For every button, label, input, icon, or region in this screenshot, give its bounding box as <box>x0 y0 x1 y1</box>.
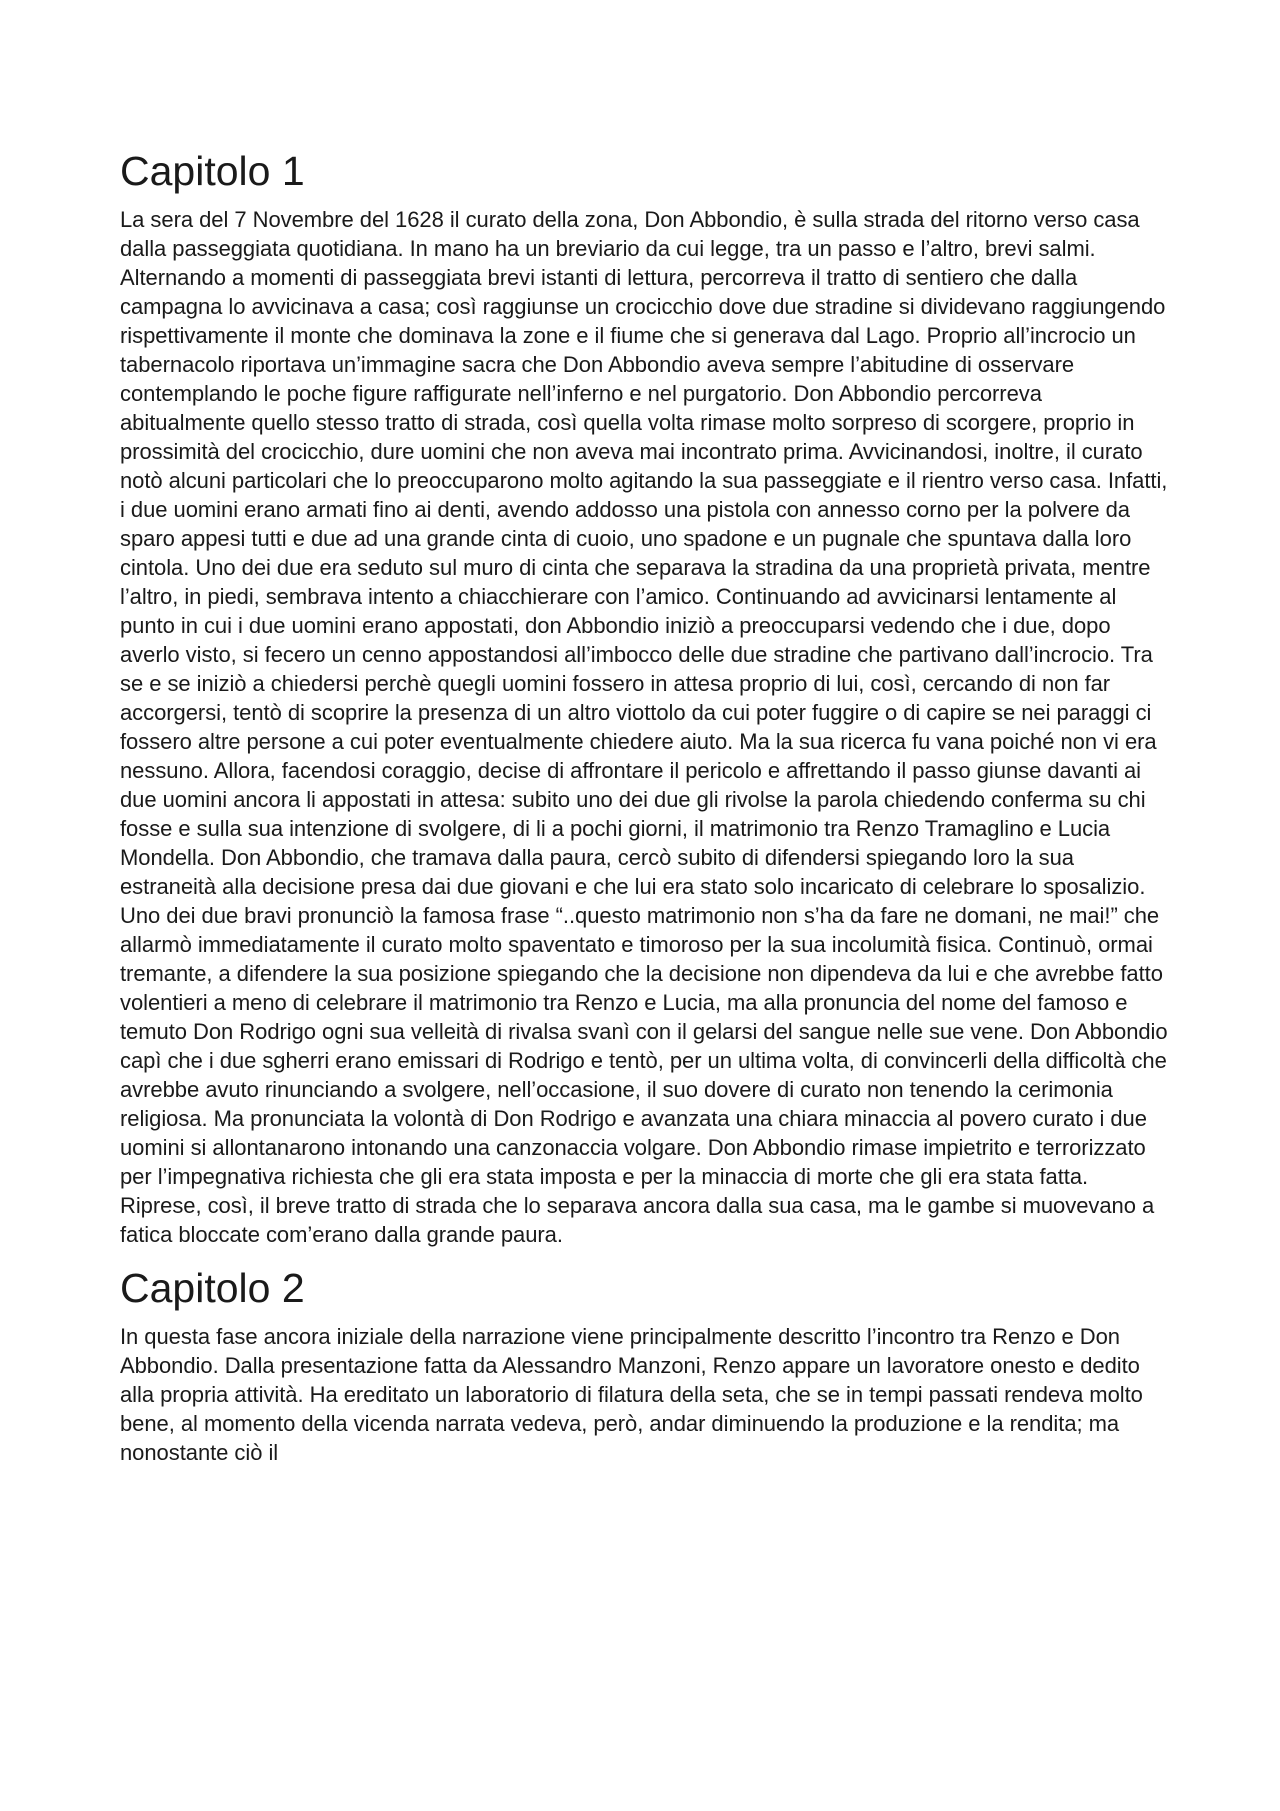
chapter-1-title: Capitolo 1 <box>120 148 305 194</box>
chapter-1-paragraph: La sera del 7 Novembre del 1628 il curato della zona, Don Abbondio, è sulla strada del ritorno verso casa dalla passeggiata quotidiana. In mano ha un breviario da cui legge, tra un passo e l’altro, brevi salmi. Alternando a momenti di passeggiata brevi istanti di lettura, percorreva il tratto di sentiero che dalla campagna lo avvicinava a casa; così raggiunse un crocicchio dove due stradine si dividevano raggiungendo rispettivamente il monte che dominava la zone e il fiume che si generava dal Lago. Proprio all’incrocio un tabernacolo riportava un’immagine sacra che Don Abbondio aveva sempre l’abitudine di osservare contemplando le poche figure raffigurate nell’inferno e nel purgatorio. Don Abbondio percorreva abitualmente quello stesso tratto di strada, così quella volta rimase molto sorpreso di scorgere, proprio in prossimità del crocicchio, dure uomini che non aveva mai incontrato prima. Avvicinandosi, inoltre, il curato notò alcuni particolari che lo preoccuparono molto agitando la sua passeggiate e il rientro verso casa. Infatti, i due uomini erano armati fino ai denti, avendo addosso una pistola con annesso corno per la polvere da sparo appesi tutti e due ad una grande cinta di cuoio, uno spadone e un pugnale che spuntava dalla loro cintola. Uno dei due era seduto sul muro di cinta che separava la stradina da una proprietà privata, mentre l’altro, in piedi, sembrava intento a chiacchierare con l’amico. Continuando ad avvicinarsi lentamente al punto in cui i due uomini erano appostati, don Abbondio iniziò a preoccuparsi vedendo che i due, dopo averlo visto, si fecero un cenno appostandosi all’imbocco delle due stradine che partivano dall’incrocio. Tra se e se iniziò a chiedersi perchè quegli uomini fossero in attesa proprio di lui, così, cercando di non far accorgersi, tentò di scoprire la presenza di un altro viottolo da cui poter fuggire o di capire se nei paraggi ci fossero altre persone a cui poter eventualmente chiedere aiuto. Ma la sua ricerca fu vana poiché non vi era nessuno. Allora, facendosi coraggio, decise di affrontare il pericolo e affrettando il passo giunse davanti ai due uomini ancora li appostati in attesa: subito uno dei due gli rivolse la parola chiedendo conferma su chi fosse e sulla sua intenzione di svolgere, di li a pochi giorni, il matrimonio tra Renzo Tramaglino e Lucia Mondella. Don Abbondio, che tramava dalla paura, cercò subito di difendersi spiegando loro la sua estraneità alla decisione presa dai due giovani e che lui era stato solo incaricato di celebrare lo sposalizio. Uno dei due bravi pronunciò la famosa frase “..questo matrimonio non s’ha da fare ne domani, ne mai!” che allarmò immediatamente il curato molto spaventato e timoroso per la sua incolumità fisica. Continuò, ormai tremante, a difendere la sua posizione spiegando che la decisione non dipendeva da lui e che avrebbe fatto volentieri a meno di celebrare il matrimonio tra Renzo e Lucia, ma alla pronuncia del nome del famoso e temuto Don Rodrigo ogni sua velleità di rivalsa svanì con il gelarsi del sangue nelle sue vene. Don Abbondio capì che i due sgherri erano emissari di Rodrigo e tentò, per un ultima volta, di convincerli della difficoltà che avrebbe avuto rinunciando a svolgere, nell’occasione, il suo dovere di curato non tenendo la cerimonia religiosa. Ma pronunciata la volontà di Don Rodrigo e avanzata una chiara minaccia al povero curato i due uomini si allontanarono intonando una canzonaccia volgare. Don Abbondio rimase impietrito e terrorizzato per l’impegnativa richiesta che gli era stata imposta e per la minaccia di morte che gli era stata fatta. Riprese, così, il breve tratto di strada che lo separava ancora dalla sua casa, ma le gambe si muovevano a fatica bloccate com’erano dalla grande paura. <box>120 207 1168 1248</box>
chapter-2-title: Capitolo 2 <box>120 1265 305 1312</box>
chapter-2-paragraph: In questa fase ancora iniziale della narrazione viene principalmente descritto l’incontro tra Renzo e Don Abbondio. Dalla presentazione fatta da Alessandro Manzoni, Renzo appare un lavoratore onesto e dedito alla propria attività. Ha ereditato un laboratorio di filatura della seta, che se in tempi passati rendeva molto bene, al momento della vicenda narrata vedeva, però, andar diminuendo la produzione e la rendita; ma nonostante ciò il <box>120 1324 1143 1466</box>
document-page <box>120 148 1170 1467</box>
